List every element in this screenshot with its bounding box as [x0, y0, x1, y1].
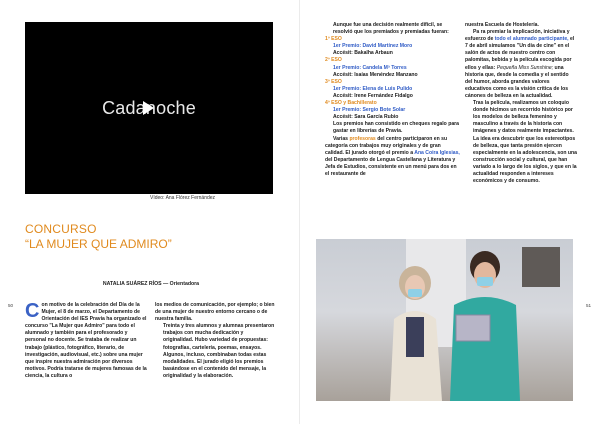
- drop-cap: C: [25, 302, 40, 322]
- left-column-1-text: on motivo de la celebración del Día de la Mujer, el 8 de marzo, el Departamento de Orientación del IES Pravia ha organizado el concurso "La Mujer que Admiro" para todo el alumnado y también para el profesorado y personal no docente. Se trataba de realizar un trabajo (plástico, fotográfico, literario, de investigación, audiovisual, etc.) sobre una mujer que inspire nuestra admiración por diversos motivos. Podría tratarse de mujeres famosas de la ciencia, la cultura o: [25, 302, 147, 379]
- heading-line-1: CONCURSO: [25, 222, 97, 236]
- photo-student-figure: [446, 245, 524, 401]
- award-photo: [316, 239, 573, 401]
- teachers-varias: Varias: [333, 135, 349, 142]
- left-column-1: [25, 302, 147, 420]
- right-col2-p2a: Pa ra premiar la implicación, iniciativa y esfuerzo de: [465, 29, 570, 43]
- byline: NATALIA SUÁREZ RÍOS — Orientadora: [102, 281, 200, 287]
- teachers-paragraph: [325, 136, 460, 179]
- prize-accesit-1: Accésit: Bakalha Arbaun: [333, 50, 393, 57]
- right-col2-p2c: el 7 de abril simulamos "Un día de cine" en el salón de actos de nuestro centro con palomitas, bebida y la película escogida por ellos y ellas:: [465, 36, 575, 71]
- prize-course-2: 2º ESO: [325, 57, 342, 64]
- photo-screen: [522, 247, 560, 287]
- prize-block-4: [325, 100, 460, 121]
- prize-first-4: 1er Premio: Sergio Bote Solar: [333, 107, 406, 114]
- prize-first-2: 1er Premio: Candela Mª Torres: [333, 64, 407, 71]
- page-number-right: 51: [586, 303, 592, 308]
- prize-block-2: [325, 57, 460, 78]
- left-column-2-text: los medios de comunicación, por ejemplo; o bien de una mujer de nuestro entorno cercano o de nuestra familia.: [155, 302, 275, 323]
- teacher-winner-name: Ana Coira Iglesias,: [414, 149, 460, 156]
- prize-first-1: 1er Premio: David Martínez Moro: [333, 43, 413, 50]
- prize-first-3: 1er Premio: Elena de Luis Pulido: [333, 85, 413, 92]
- video-caption: Vídeo: Ana Flórez Fernández: [150, 195, 216, 201]
- page-number-left: 50: [8, 303, 14, 308]
- article-heading: [25, 222, 172, 251]
- play-icon[interactable]: [143, 101, 154, 115]
- prize-course-4: 4º ESO y Bachillerato: [325, 100, 377, 107]
- left-column-2b-text: Treinta y tres alumnos y alumnas presentaron trabajos con mucha dedicación y originalidad. Hubo variedad de propuestas: fotografías, cartelería, poemas, ensayos. Algunos, incluso, combinaban todas estas modalidades. El jurado eligió los premios basándose en el contenido del mensaje, la originalidad y la elaboración.: [163, 323, 275, 379]
- teachers-text: del centro participaron en su categoría con trabajos muy originales y de gran calidad. El jurado otorgó el premio a: [325, 135, 448, 156]
- prize-accesit-2: Accésit: Isaías Menéndez Manzano: [333, 71, 418, 78]
- prize-accesit-4: Accésit: Sara García Rubio: [333, 114, 399, 121]
- right-col2-p3: Tras la película, realizamos un coloquio donde hicimos un recorrido histórico por los modelos de belleza femenino y masculino a través de la historia con imágenes y datos realmente impactantes. La idea era descubrir que los estereotipos de belleza, que tanta presión ejercen especialmente en la adolescencia, son una construcción social y cultural, que han variado a lo largo de los siglos, y que en la actualidad responden a intereses económicos y de consumo.: [473, 100, 577, 185]
- photo-woman-figure: [384, 261, 446, 401]
- prize-accesit-3: Accésit: Irene Fernández Fidalgo: [333, 92, 413, 99]
- video-player[interactable]: [25, 22, 273, 194]
- right-col2-p2d: una historia que, desde la comedia y el sentido del humor, aborda grandes valores educativos como es la visión crítica de los cánones de belleza en la actualidad.: [465, 64, 569, 99]
- teachers-profesoras: profesoras: [349, 135, 376, 142]
- prize-course-3: 3º ESO: [325, 78, 342, 85]
- teachers-text-end: del Departamento de Lengua Castellana y Literatura y Jefa de Estudios, consistente en un menú para dos en el restaurante de: [325, 156, 457, 177]
- video-title: Cadanoche: [102, 98, 196, 118]
- film-title: Pequeña Miss Sunshine;: [496, 64, 554, 71]
- prize-block-3: [325, 79, 460, 100]
- prizes-after: Los premios han consistido en cheques regalo para gastar en librerías de Pravia.: [333, 121, 459, 135]
- heading-line-2: “LA MUJER QUE ADMIRO”: [25, 237, 172, 251]
- right-column-1: [325, 22, 460, 236]
- left-column-2: [155, 302, 275, 420]
- right-col2-p2: [465, 29, 577, 100]
- right-col2-highlight: todo el alumnado participante,: [494, 36, 569, 43]
- prize-block-1: [325, 36, 460, 57]
- right-column-2: [465, 22, 577, 236]
- right-col2-p1: nuestra Escuela de Hostelería.: [465, 22, 539, 28]
- prize-course-1: 1º ESO: [325, 36, 342, 43]
- prizes-intro: Aunque fue una decisión realmente difícil, se resolvió que los premiados y premiadas fueran:: [333, 22, 449, 36]
